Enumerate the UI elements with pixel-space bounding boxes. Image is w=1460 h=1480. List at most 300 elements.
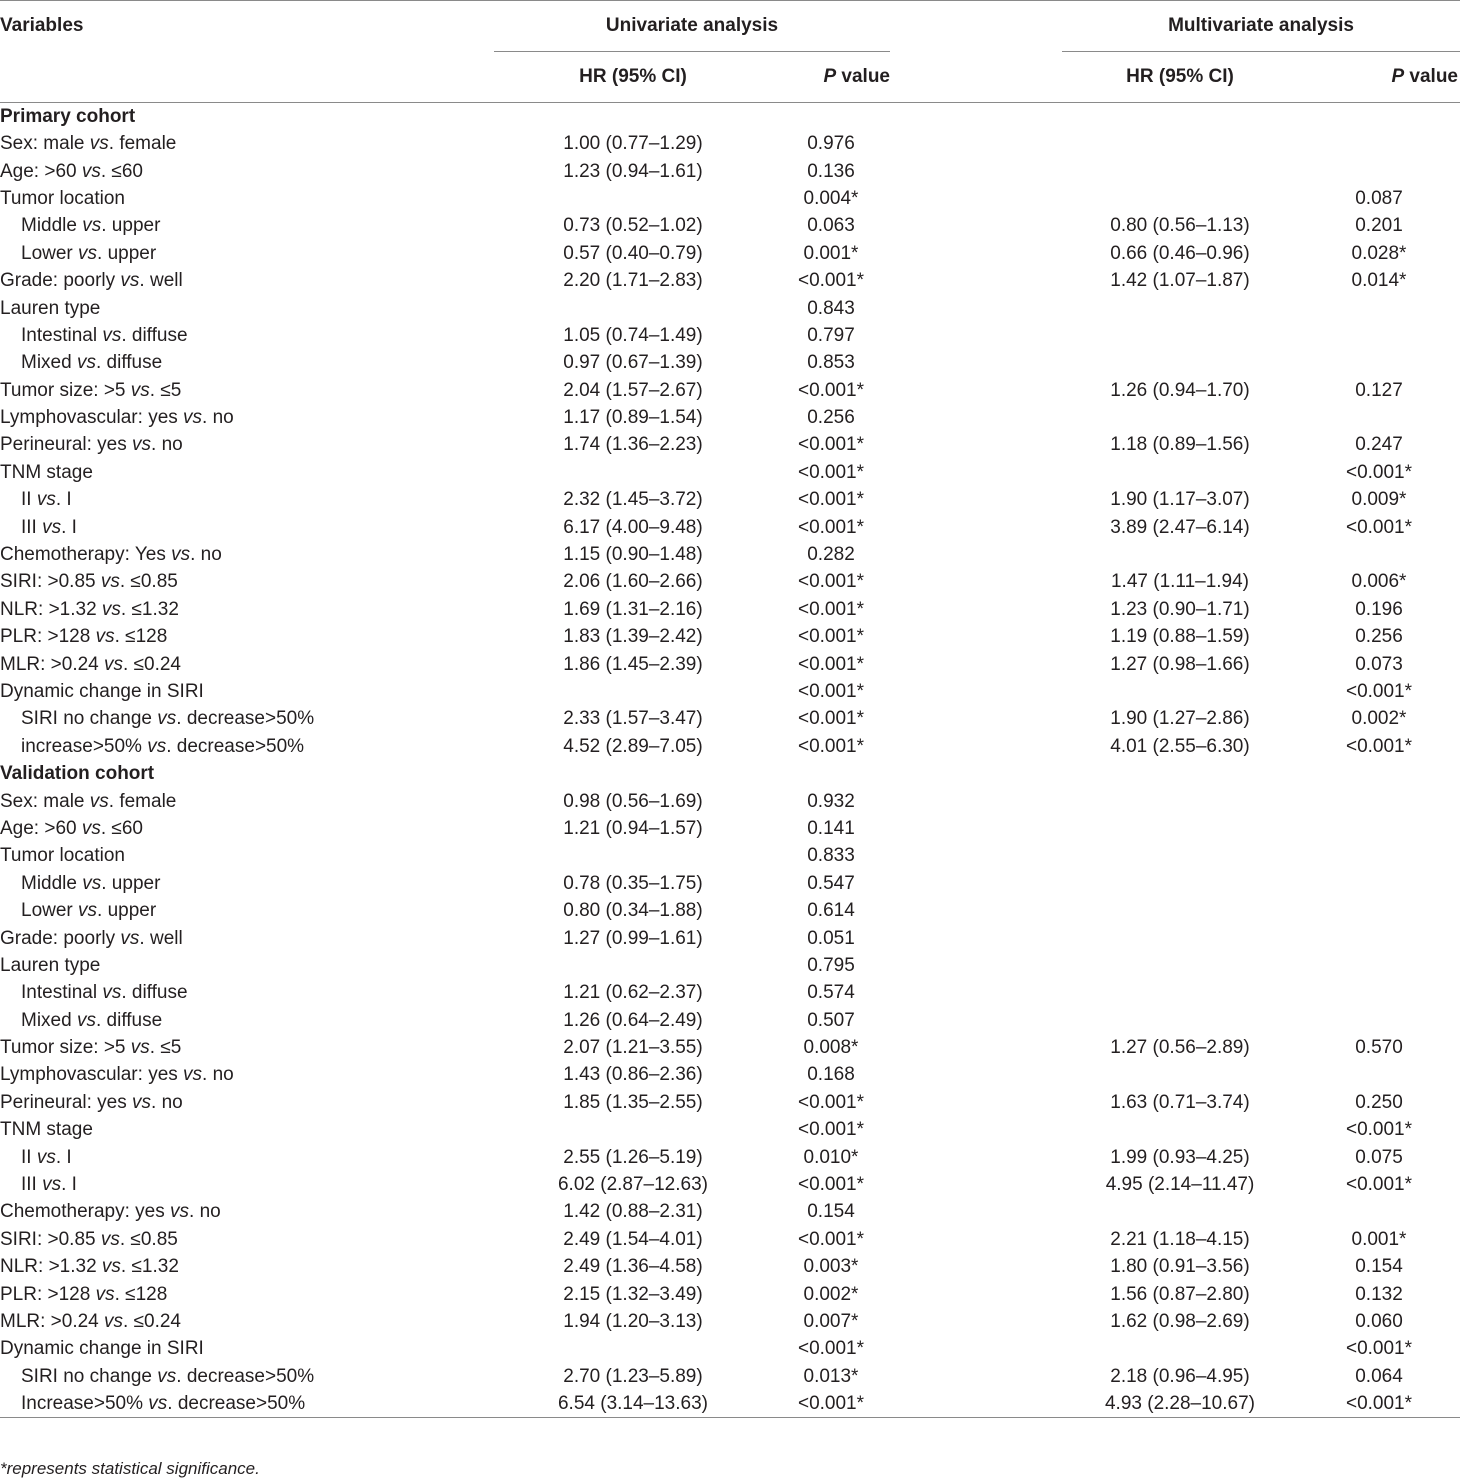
gap-cell	[890, 979, 1062, 1006]
gap-cell	[890, 705, 1062, 732]
gap-cell	[890, 1061, 1062, 1088]
multivariate-p-cell: <0.001*	[1345, 1174, 1413, 1196]
univariate-hr-cell: 6.54 (3.14–13.63)	[494, 1390, 772, 1418]
table-row	[0, 1390, 1460, 1418]
variable-cell: Grade: poorly vs. well	[0, 927, 183, 949]
multivariate-hr-cell	[1062, 952, 1298, 979]
multivariate-p-cell: 0.075	[1355, 1146, 1403, 1168]
univariate-p-cell: 0.141	[807, 817, 855, 839]
variable-cell: Intestinal vs. diffuse	[21, 982, 188, 1004]
univariate-hr-cell	[494, 952, 772, 979]
univariate-hr-cell: 1.17 (0.89–1.54)	[563, 407, 703, 429]
table-row	[0, 1253, 1460, 1280]
header-variables: Variables	[0, 15, 84, 37]
variable-cell: Age: >60 vs. ≤60	[0, 817, 143, 839]
header-row-2	[0, 52, 1460, 103]
univariate-hr-cell: 1.23 (0.94–1.61)	[563, 160, 703, 182]
variable-cell: NLR: >1.32 vs. ≤1.32	[0, 1256, 179, 1278]
multivariate-p-cell	[1298, 870, 1460, 897]
multivariate-hr-cell	[1062, 349, 1298, 376]
multivariate-p-cell	[1298, 404, 1460, 431]
univariate-hr-cell: 2.15 (1.32–3.49)	[563, 1283, 703, 1305]
variable-cell: II vs. I	[21, 1146, 72, 1168]
multivariate-p-cell: 0.196	[1355, 598, 1403, 620]
variable-cell: MLR: >0.24 vs. ≤0.24	[0, 653, 181, 675]
section-header-row	[0, 103, 1460, 131]
univariate-p-cell: 0.003*	[803, 1256, 859, 1278]
gap-cell	[890, 1335, 1062, 1362]
univariate-p-cell: 0.795	[807, 954, 855, 976]
variable-cell: MLR: >0.24 vs. ≤0.24	[0, 1310, 181, 1332]
table-row	[0, 1335, 1460, 1362]
gap-cell	[890, 431, 1062, 458]
table-row	[0, 322, 1460, 349]
univariate-p-cell: 0.507	[807, 1009, 855, 1031]
univariate-p-cell: 0.063	[807, 215, 855, 237]
multivariate-p-cell: 0.060	[1355, 1310, 1403, 1332]
multivariate-hr-cell	[1062, 1007, 1298, 1034]
univariate-p-cell: 0.010*	[803, 1146, 859, 1168]
multivariate-hr-cell	[1062, 815, 1298, 842]
univariate-p-cell: <0.001*	[797, 1119, 865, 1141]
multivariate-hr-cell	[1062, 541, 1298, 568]
univariate-hr-cell: 1.42 (0.88–2.31)	[563, 1201, 703, 1223]
multivariate-p-cell: 0.201	[1355, 215, 1403, 237]
univariate-hr-cell	[494, 842, 772, 869]
multivariate-p-cell: 0.014*	[1351, 270, 1407, 292]
header-multivariate: Multivariate analysis	[1062, 1, 1460, 52]
multivariate-p-cell	[1298, 842, 1460, 869]
variable-cell: increase>50% vs. decrease>50%	[21, 735, 305, 757]
table-row	[0, 1061, 1460, 1088]
variable-cell: Lower vs. upper	[21, 242, 157, 264]
univariate-hr-cell	[494, 459, 772, 486]
multivariate-hr-cell: 4.93 (2.28–10.67)	[1062, 1390, 1298, 1418]
multivariate-p-cell: 0.028*	[1351, 242, 1407, 264]
univariate-hr-cell	[494, 1116, 772, 1143]
multivariate-hr-cell: 1.90 (1.17–3.07)	[1110, 489, 1250, 511]
univariate-hr-cell: 0.98 (0.56–1.69)	[563, 790, 703, 812]
table-row	[0, 486, 1460, 513]
header-p-rest: value	[836, 66, 890, 87]
multivariate-p-cell: 0.006*	[1351, 571, 1407, 593]
gap-cell	[890, 1308, 1062, 1335]
univariate-p-cell: <0.001*	[797, 681, 865, 702]
header-p-italic: P	[823, 66, 837, 87]
table-row	[0, 842, 1460, 869]
univariate-hr-cell: 2.32 (1.45–3.72)	[563, 489, 703, 511]
multivariate-hr-cell: 2.18 (0.96–4.95)	[1110, 1365, 1250, 1387]
variable-cell: Sex: male vs. female	[0, 133, 177, 155]
multivariate-p-cell: 0.127	[1355, 379, 1403, 401]
gap-cell	[890, 1198, 1062, 1225]
univariate-hr-cell: 1.86 (1.45–2.39)	[563, 653, 703, 675]
header-multivariate-p	[1298, 52, 1460, 103]
multivariate-hr-cell: 1.42 (1.07–1.87)	[1110, 270, 1250, 292]
multivariate-hr-cell: 0.80 (0.56–1.13)	[1110, 215, 1250, 237]
univariate-p-cell: <0.001*	[797, 735, 865, 757]
multivariate-p-cell	[1298, 979, 1460, 1006]
univariate-p-cell: 0.001*	[803, 242, 859, 264]
multivariate-hr-cell	[1062, 870, 1298, 897]
univariate-p-cell: <0.001*	[797, 653, 865, 675]
gap-cell	[890, 897, 1062, 924]
univariate-hr-cell: 1.21 (0.94–1.57)	[563, 817, 703, 839]
univariate-hr-cell	[494, 1335, 772, 1362]
univariate-hr-cell: 0.97 (0.67–1.39)	[563, 352, 703, 374]
univariate-hr-cell: 0.80 (0.34–1.88)	[563, 900, 703, 922]
table-row	[0, 349, 1460, 376]
univariate-p-cell: 0.843	[807, 297, 855, 319]
variable-cell: Lower vs. upper	[21, 900, 157, 922]
multivariate-p-cell: 0.073	[1355, 653, 1403, 675]
table-row	[0, 212, 1460, 239]
univariate-hr-cell: 1.69 (1.31–2.16)	[563, 598, 703, 620]
table-row	[0, 404, 1460, 431]
multivariate-p-cell	[1298, 952, 1460, 979]
gap-cell	[890, 1253, 1062, 1280]
gap-cell	[890, 650, 1062, 677]
table-row	[0, 1116, 1460, 1143]
variable-cell: Lymphovascular: yes vs. no	[0, 407, 234, 429]
variable-cell: Middle vs. upper	[21, 215, 161, 237]
variable-cell: Chemotherapy: Yes vs. no	[0, 544, 222, 566]
header-multivariate-hr: HR (95% CI)	[1062, 52, 1298, 103]
univariate-p-cell: 0.256	[807, 407, 855, 429]
univariate-p-cell: 0.008*	[803, 1037, 859, 1059]
multivariate-p-cell: 0.009*	[1351, 489, 1407, 511]
multivariate-p-cell: <0.001*	[1345, 516, 1413, 538]
header-p-rest-2: value	[1404, 66, 1458, 87]
header-univariate-hr: HR (95% CI)	[494, 52, 772, 103]
multivariate-hr-cell: 1.19 (0.88–1.59)	[1110, 626, 1250, 648]
univariate-hr-cell: 4.52 (2.89–7.05)	[563, 735, 703, 757]
multivariate-p-cell	[1298, 924, 1460, 951]
gap-cell	[890, 486, 1062, 513]
variable-cell: Middle vs. upper	[21, 872, 161, 894]
gap-cell	[890, 870, 1062, 897]
univariate-p-cell: <0.001*	[797, 516, 865, 538]
variable-cell: III vs. I	[21, 1174, 77, 1196]
variable-cell: Sex: male vs. female	[0, 790, 177, 812]
variable-cell: Tumor size: >5 vs. ≤5	[0, 379, 182, 401]
header-p-italic-2: P	[1391, 66, 1405, 87]
univariate-p-cell: <0.001*	[797, 1174, 865, 1196]
univariate-p-cell: <0.001*	[797, 598, 865, 620]
multivariate-p-cell: <0.001*	[1345, 681, 1413, 702]
univariate-p-cell: 0.051	[807, 927, 855, 949]
multivariate-hr-cell	[1062, 1116, 1298, 1143]
univariate-p-cell: 0.833	[807, 845, 855, 867]
gap-cell	[890, 1226, 1062, 1253]
multivariate-hr-cell: 1.63 (0.71–3.74)	[1110, 1091, 1250, 1113]
univariate-hr-cell: 1.85 (1.35–2.55)	[563, 1091, 703, 1113]
gap-cell	[890, 733, 1062, 760]
table-row	[0, 1198, 1460, 1225]
multivariate-p-cell: <0.001*	[1345, 735, 1413, 757]
multivariate-p-cell: 0.064	[1355, 1365, 1403, 1387]
variable-cell: Lymphovascular: yes vs. no	[0, 1064, 234, 1086]
univariate-p-cell: 0.853	[807, 352, 855, 374]
variable-cell: SIRI no change vs. decrease>50%	[21, 708, 315, 730]
multivariate-p-cell	[1298, 322, 1460, 349]
univariate-p-cell: 0.614	[807, 900, 855, 922]
variable-cell: Chemotherapy: yes vs. no	[0, 1201, 221, 1223]
univariate-p-cell: 0.168	[807, 1064, 855, 1086]
variable-cell: Increase>50% vs. decrease>50%	[0, 1390, 494, 1418]
univariate-hr-cell: 1.26 (0.64–2.49)	[563, 1009, 703, 1031]
multivariate-p-cell: 0.087	[1355, 187, 1403, 209]
table-row	[0, 1143, 1460, 1170]
multivariate-hr-cell	[1062, 185, 1298, 212]
multivariate-p-cell: 0.002*	[1351, 708, 1407, 730]
univariate-p-cell: 0.013*	[803, 1365, 859, 1387]
gap-cell	[890, 212, 1062, 239]
table-row	[0, 459, 1460, 486]
multivariate-hr-cell	[1062, 130, 1298, 157]
table-row	[0, 596, 1460, 623]
variable-cell: Lauren type	[0, 297, 101, 319]
variable-cell: III vs. I	[21, 516, 77, 538]
multivariate-hr-cell: 1.26 (0.94–1.70)	[1110, 379, 1250, 401]
table-row	[0, 1308, 1460, 1335]
univariate-hr-cell: 1.43 (0.86–2.36)	[563, 1064, 703, 1086]
table-header	[0, 1, 1460, 103]
univariate-p-cell: 0.932	[807, 790, 855, 812]
multivariate-hr-cell	[1062, 1335, 1298, 1362]
multivariate-p-cell	[1298, 815, 1460, 842]
multivariate-hr-cell: 1.18 (0.89–1.56)	[1110, 434, 1250, 456]
section-title: Validation cohort	[0, 763, 155, 785]
univariate-p-cell: 0.797	[807, 324, 855, 346]
univariate-p-cell: 0.282	[807, 544, 855, 566]
univariate-p-cell: 0.574	[807, 982, 855, 1004]
variable-cell: Dynamic change in SIRI	[0, 1338, 204, 1360]
multivariate-hr-cell	[1062, 678, 1298, 705]
table-row	[0, 377, 1460, 404]
multivariate-hr-cell: 3.89 (2.47–6.14)	[1110, 516, 1250, 538]
multivariate-p-cell: <0.001*	[1345, 1119, 1413, 1141]
univariate-hr-cell	[494, 294, 772, 321]
gap-cell	[890, 1143, 1062, 1170]
gap-cell	[890, 787, 1062, 814]
footnote: *represents statistical significance.	[0, 1459, 260, 1478]
univariate-hr-cell	[494, 678, 772, 705]
table-row	[0, 787, 1460, 814]
gap-cell	[890, 623, 1062, 650]
table-row	[0, 541, 1460, 568]
univariate-hr-cell: 6.02 (2.87–12.63)	[557, 1174, 708, 1196]
table-row	[0, 431, 1460, 458]
univariate-p-cell: 0.002*	[803, 1283, 859, 1305]
univariate-hr-cell: 1.74 (1.36–2.23)	[563, 434, 703, 456]
variable-cell: Age: >60 vs. ≤60	[0, 160, 143, 182]
header-row-1	[0, 1, 1460, 52]
univariate-hr-cell: 0.57 (0.40–0.79)	[563, 242, 703, 264]
gap-cell	[890, 294, 1062, 321]
gap-cell	[890, 459, 1062, 486]
gap-cell	[890, 322, 1062, 349]
multivariate-p-cell: 0.256	[1355, 626, 1403, 648]
univariate-hr-cell: 1.05 (0.74–1.49)	[563, 324, 703, 346]
univariate-p-cell: <0.001*	[797, 1338, 865, 1360]
multivariate-hr-cell: 2.21 (1.18–4.15)	[1110, 1228, 1250, 1250]
univariate-p-cell: <0.001*	[797, 626, 865, 648]
header-univariate-p	[772, 52, 890, 103]
header-gap	[890, 1, 1062, 52]
table-row	[0, 1280, 1460, 1307]
multivariate-hr-cell	[1062, 979, 1298, 1006]
univariate-hr-cell: 1.94 (1.20–3.13)	[563, 1310, 703, 1332]
univariate-hr-cell: 2.49 (1.54–4.01)	[563, 1228, 703, 1250]
multivariate-hr-cell: 4.01 (2.55–6.30)	[1110, 735, 1250, 757]
variable-cell: Mixed vs. diffuse	[21, 1009, 163, 1031]
univariate-hr-cell: 1.83 (1.39–2.42)	[563, 626, 703, 648]
univariate-hr-cell: 1.21 (0.62–2.37)	[563, 982, 703, 1004]
multivariate-p-cell: 0.001*	[1351, 1228, 1407, 1250]
gap-cell	[890, 678, 1062, 705]
gap-cell	[890, 185, 1062, 212]
multivariate-hr-cell	[1062, 1061, 1298, 1088]
variable-cell: Perineural: yes vs. no	[0, 1091, 183, 1113]
header-gap-2	[890, 52, 1062, 103]
univariate-p-cell: <0.001*	[797, 379, 865, 401]
multivariate-hr-cell: 1.56 (0.87–2.80)	[1110, 1283, 1250, 1305]
variable-cell: SIRI: >0.85 vs. ≤0.85	[0, 571, 178, 593]
variable-cell: TNM stage	[0, 1119, 93, 1141]
multivariate-p-cell	[1298, 897, 1460, 924]
table-row	[0, 185, 1460, 212]
gap-cell	[890, 596, 1062, 623]
variable-cell: PLR: >128 vs. ≤128	[0, 1283, 168, 1305]
header-univariate: Univariate analysis	[494, 1, 890, 52]
univariate-hr-cell: 6.17 (4.00–9.48)	[563, 516, 703, 538]
table-row	[0, 1363, 1460, 1390]
univariate-hr-cell	[494, 185, 772, 212]
gap-cell	[890, 1034, 1062, 1061]
multivariate-p-cell	[1298, 1007, 1460, 1034]
section-title: Primary cohort	[0, 106, 136, 127]
univariate-hr-cell: 1.15 (0.90–1.48)	[563, 544, 703, 566]
gap-cell	[890, 267, 1062, 294]
multivariate-hr-cell	[1062, 787, 1298, 814]
multivariate-p-cell	[1298, 541, 1460, 568]
multivariate-p-cell	[1298, 294, 1460, 321]
univariate-p-cell: <0.001*	[797, 571, 865, 593]
variable-cell: Grade: poorly vs. well	[0, 270, 183, 292]
univariate-p-cell: 0.547	[807, 872, 855, 894]
multivariate-hr-cell: 1.23 (0.90–1.71)	[1110, 598, 1250, 620]
variable-cell: Tumor size: >5 vs. ≤5	[0, 1037, 182, 1059]
multivariate-hr-cell	[1062, 897, 1298, 924]
univariate-p-cell: 0.007*	[803, 1310, 859, 1332]
variable-cell: Tumor location	[0, 187, 125, 209]
table-row	[0, 1089, 1460, 1116]
table-row	[0, 952, 1460, 979]
gap-cell	[890, 1116, 1062, 1143]
table-row	[0, 130, 1460, 157]
variable-cell: Intestinal vs. diffuse	[21, 324, 188, 346]
table-row	[0, 815, 1460, 842]
table-row	[0, 924, 1460, 951]
multivariate-p-cell: 0.250	[1355, 1091, 1403, 1113]
table-row	[0, 678, 1460, 705]
table-row	[0, 267, 1460, 294]
multivariate-hr-cell: 4.95 (2.14–11.47)	[1105, 1174, 1255, 1196]
table-row	[0, 157, 1460, 184]
variable-cell: Mixed vs. diffuse	[21, 352, 163, 374]
table-row	[0, 1034, 1460, 1061]
table-row	[0, 623, 1460, 650]
univariate-p-cell: <0.001*	[797, 1228, 865, 1250]
header-empty	[0, 52, 494, 103]
multivariate-p-cell	[1298, 349, 1460, 376]
gap-cell	[890, 404, 1062, 431]
multivariate-hr-cell	[1062, 924, 1298, 951]
multivariate-p-cell	[1298, 787, 1460, 814]
univariate-p-cell: 0.004*	[803, 187, 859, 209]
gap-cell	[890, 1007, 1062, 1034]
multivariate-hr-cell	[1062, 294, 1298, 321]
multivariate-p-cell: 0.132	[1355, 1283, 1403, 1305]
section-header-row	[0, 760, 1460, 787]
gap-cell	[890, 842, 1062, 869]
gap-cell	[890, 568, 1062, 595]
table-row	[0, 513, 1460, 540]
table-row	[0, 897, 1460, 924]
univariate-hr-cell: 2.70 (1.23–5.89)	[563, 1365, 703, 1387]
gap-cell	[890, 513, 1062, 540]
univariate-hr-cell: 2.06 (1.60–2.66)	[563, 571, 703, 593]
multivariate-p-cell: <0.001*	[1345, 1338, 1413, 1360]
multivariate-hr-cell	[1062, 322, 1298, 349]
multivariate-p-cell	[1298, 1061, 1460, 1088]
multivariate-hr-cell	[1062, 459, 1298, 486]
multivariate-hr-cell: 1.47 (1.11–1.94)	[1110, 571, 1250, 593]
univariate-p-cell: <0.001*	[797, 1091, 865, 1113]
multivariate-p-cell: 0.247	[1355, 434, 1403, 456]
gap-cell	[890, 1390, 1062, 1418]
gap-cell	[890, 240, 1062, 267]
variable-cell: Perineural: yes vs. no	[0, 434, 183, 456]
multivariate-p-cell: <0.001*	[1345, 461, 1413, 483]
table-body	[0, 103, 1460, 1418]
univariate-hr-cell: 2.04 (1.57–2.67)	[563, 379, 703, 401]
table-row	[0, 240, 1460, 267]
univariate-hr-cell: 1.00 (0.77–1.29)	[563, 133, 703, 155]
gap-cell	[890, 952, 1062, 979]
multivariate-hr-cell: 0.66 (0.46–0.96)	[1110, 242, 1250, 264]
multivariate-hr-cell: 1.90 (1.27–2.86)	[1110, 708, 1250, 730]
multivariate-hr-cell: 1.27 (0.98–1.66)	[1110, 653, 1250, 675]
multivariate-p-cell	[1298, 1198, 1460, 1225]
variable-cell: Dynamic change in SIRI	[0, 681, 204, 702]
multivariate-hr-cell: 1.27 (0.56–2.89)	[1110, 1037, 1250, 1059]
table-row	[0, 705, 1460, 732]
univariate-p-cell: <0.001*	[797, 461, 865, 483]
gap-cell	[890, 1280, 1062, 1307]
univariate-p-cell: <0.001*	[797, 489, 865, 511]
variable-cell: PLR: >128 vs. ≤128	[0, 626, 168, 648]
univariate-hr-cell: 2.33 (1.57–3.47)	[563, 708, 703, 730]
univariate-hr-cell: 1.27 (0.99–1.61)	[563, 927, 703, 949]
gap-cell	[890, 815, 1062, 842]
multivariate-hr-cell	[1062, 404, 1298, 431]
variable-cell: SIRI no change vs. decrease>50%	[21, 1365, 315, 1387]
univariate-hr-cell: 0.78 (0.35–1.75)	[563, 872, 703, 894]
variable-cell: II vs. I	[21, 489, 72, 511]
table-row	[0, 979, 1460, 1006]
